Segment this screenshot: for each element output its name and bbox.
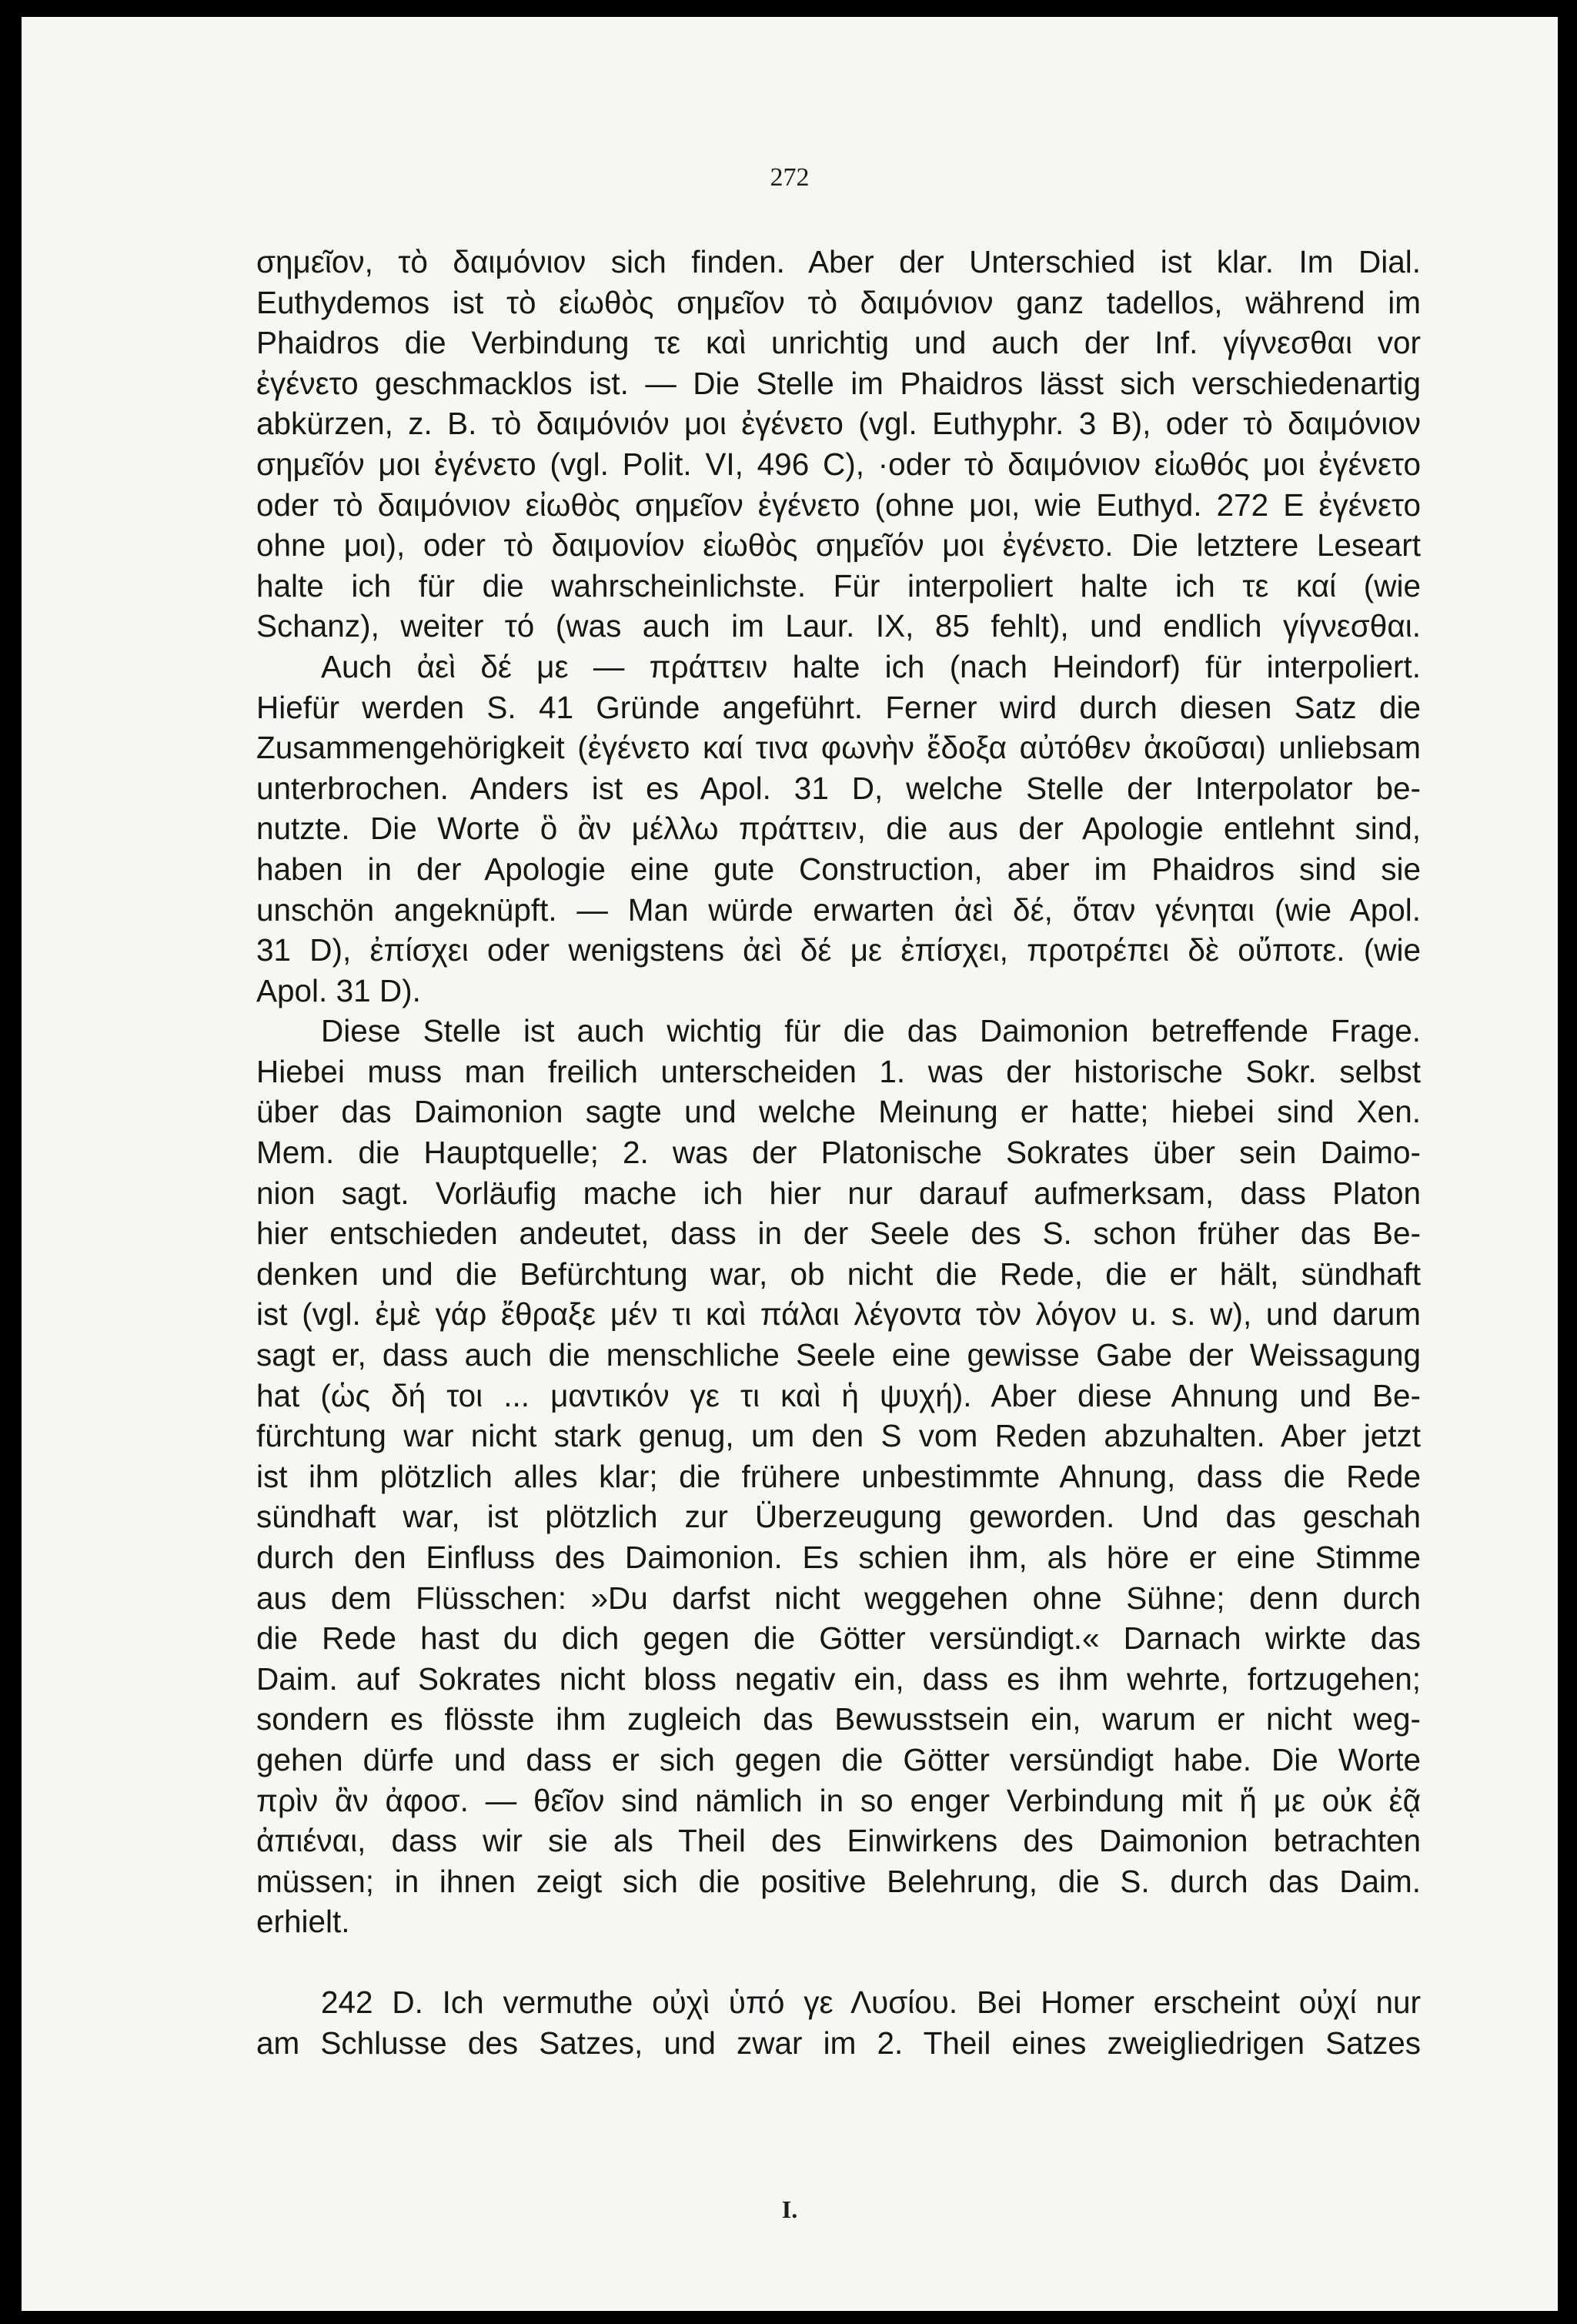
section-first-line: 242 D. Ich vermuthe οὐχὶ ὑπό γε Λυσίου. Bei Homer erscheint οὐχί nur — [321, 1984, 1421, 2020]
signature-mark: I. — [781, 2195, 798, 2223]
text-line: 31 D), ἐπίσχει oder wenigstens ἀεὶ δέ με ἐπίσχει, προτρέπει δὲ οὔποτε. (wie — [256, 932, 1421, 968]
text-line: Phaidros die Verbindung τε καὶ unrichtig und auch der Inf. γίγνεσθαι vor — [256, 325, 1421, 361]
text-line: gehen dürfe und dass er sich gegen die Götter versündigt habe. Die Worte — [256, 1741, 1421, 1777]
text-line: unterbrochen. Anders ist es Apol. 31 D, welche Stelle der Interpolator be- — [256, 770, 1421, 806]
text-line: fürchtung war nicht stark genug, um den S vom Reden abzuhalten. Aber jetzt — [256, 1418, 1421, 1454]
text-line: haben in der Apologie eine gute Construction, aber im Phaidros sind sie — [256, 851, 1421, 887]
text-line: halte ich für die wahrscheinlichste. Für interpoliert halte ich τε καί (wie — [256, 567, 1421, 604]
body-text — [256, 242, 1421, 2063]
text-line: ἐγένετο geschmacklos ist. — Die Stelle im Phaidros lässt sich verschiedenartig — [256, 365, 1421, 401]
text-line: Zusammengehörigkeit (ἐγένετο καί τινα φωνὴν ἔδοξα αὐτόθεν ἀκοῦσαι) unliebsam — [256, 730, 1421, 766]
paragraph-first-line: Diese Stelle ist auch wichtig für die das Daimonion betreffende Frage. — [321, 1013, 1421, 1049]
text-line: hat (ὡς δή τοι ... μαντικόν γε τι καὶ ἡ ψυχή). Aber diese Ahnung und Be- — [256, 1377, 1421, 1413]
text-line: sagt er, dass auch die menschliche Seele eine gewisse Gabe der Weissagung — [256, 1337, 1421, 1373]
text-line: am Schlusse des Satzes, und zwar im 2. Theil eines zweigliedrigen Satzes — [256, 2025, 1421, 2061]
text-line: aus dem Flüsschen: »Du darfst nicht weggehen ohne Sühne; denn durch — [256, 1580, 1421, 1616]
text-line: unschön angeknüpft. — Man würde erwarten ἀεὶ δέ, ὅταν γένηται (wie Apol. — [256, 891, 1421, 928]
text-line: die Rede hast du dich gegen die Götter versündigt.« Darnach wirkte das — [256, 1620, 1421, 1657]
text-line: Mem. die Hauptquelle; 2. was der Platonische Sokrates über sein Daimo- — [256, 1135, 1421, 1171]
text-line: durch den Einfluss des Daimonion. Es schien ihm, als höre er eine Stimme — [256, 1540, 1421, 1575]
text-line: πρὶν ἂν ἀφοσ. — θεῖον sind nämlich in so enger Verbindung mit ἥ με οὐκ ἐᾷ — [256, 1782, 1421, 1818]
text-line: denken und die Befürchtung war, ob nicht die Rede, die er hält, sündhaft — [256, 1256, 1421, 1292]
text-line: Daim. auf Sokrates nicht bloss negativ ein, dass es ihm wehrte, fortzugehen; — [256, 1660, 1421, 1697]
text-line: Euthydemos ist τὸ εἰωθὸς σημεῖον τὸ δαιμόνιον ganz tadellos, während im — [256, 284, 1421, 320]
text-line: müssen; in ihnen zeigt sich die positive Belehrung, die S. durch das Daim. — [256, 1863, 1421, 1899]
text-line: Schanz), weiter τό (was auch im Laur. IX, 85 fehlt), und endlich γίγνεσθαι. — [256, 608, 1421, 644]
text-line: abkürzen, z. B. τὸ δαιμόνιόν μοι ἐγένετο (vgl. Euthyphr. 3 B), oder τὸ δαιμόνιον — [256, 406, 1421, 442]
text-line: über das Daimonion sagte und welche Meinung er hatte; hiebei sind Xen. — [256, 1094, 1421, 1130]
text-line: Hiebei muss man freilich unterscheiden 1. was der historische Sokr. selbst — [256, 1053, 1421, 1089]
text-line: sondern es flösste ihm zugleich das Bewusstsein ein, warum er nicht weg- — [256, 1701, 1421, 1737]
paragraph-first-line: Auch ἀεὶ δέ με — πράττειν halte ich (nach Heindorf) für interpoliert. — [321, 648, 1421, 684]
text-line: ist (vgl. ἐμὲ γάρ ἔθραξε μέν τι καὶ πάλαι λέγοντα τὸν λόγον u. s. w), und darum — [256, 1296, 1421, 1333]
text-line: sündhaft war, ist plötzlich zur Überzeugung geworden. Und das geschah — [256, 1499, 1421, 1535]
text-line: ohne μοι), oder τὸ δαιμονίον εἰωθὸς σημεῖόν μοι ἐγένετο. Die letztere Leseart — [256, 527, 1421, 563]
paragraph-last-line: erhielt. — [256, 1904, 350, 1940]
text-line: nutzte. Die Worte ὃ ἂν μέλλω πράττειν, die aus der Apologie entlehnt sind, — [256, 811, 1421, 847]
text-line: ist ihm plötzlich alles klar; die frühere unbestimmte Ahnung, dass die Rede — [256, 1458, 1421, 1494]
text-line: hier entschieden andeutet, dass in der Seele des S. schon früher das Be- — [256, 1216, 1421, 1252]
text-line: σημεῖον, τὸ δαιμόνιον sich finden. Aber der Unterschied ist klar. Im Dial. — [256, 244, 1421, 279]
text-line: oder τὸ δαιμόνιον εἰωθὸς σημεῖον ἐγένετο (ohne μοι, wie Euthyd. 272 E ἐγένετο — [256, 487, 1421, 523]
paragraph-last-line: Apol. 31 D). — [256, 972, 421, 1008]
text-line: ἀπιέναι, dass wir sie als Theil des Einwirkens des Daimonion betrachten — [256, 1823, 1421, 1859]
text-line: nion sagt. Vorläufig mache ich hier nur darauf aufmerksam, dass Platon — [256, 1175, 1421, 1211]
paragraph-gap — [256, 1942, 1421, 1982]
text-line: σημεῖόν μοι ἐγένετο (vgl. Polit. VI, 496 C), ·oder τὸ δαιμόνιον εἰωθός μοι ἐγένετο — [256, 446, 1421, 482]
document-page — [22, 17, 1558, 2311]
text-line: Hiefür werden S. 41 Gründe angeführt. Ferner wird durch diesen Satz die — [256, 689, 1421, 725]
page-number: 272 — [770, 163, 810, 192]
